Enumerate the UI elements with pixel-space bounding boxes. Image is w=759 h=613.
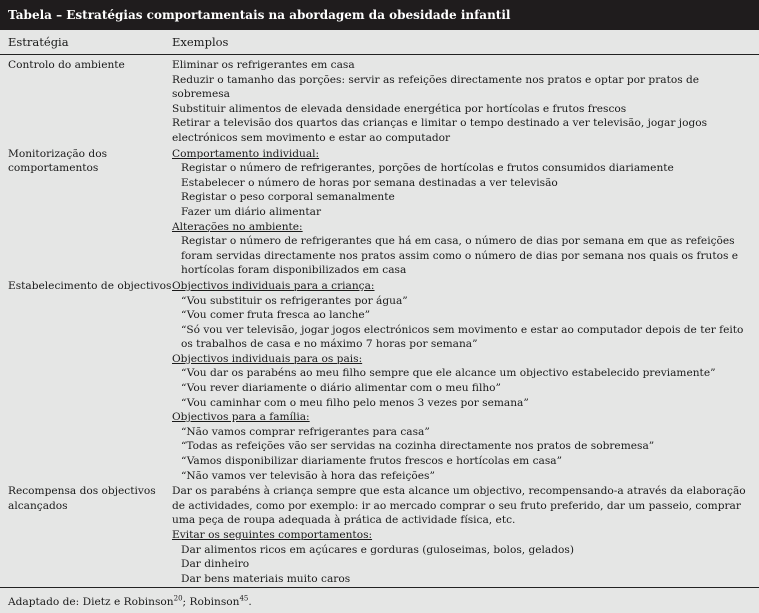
table-row [0, 58, 759, 146]
footnote-text: ; Robinson [182, 596, 240, 608]
table-footnote [0, 588, 759, 610]
group-heading: Alterações no ambiente: [172, 220, 303, 233]
example-item: Retirar a televisão dos quartos das crianças e limitar o tempo destinado a ver televisão, jogar jogos electrónicos sem movimento e estar ao computador [172, 117, 708, 144]
column-header-examples: Exemplos [172, 35, 229, 49]
table-row [0, 484, 759, 586]
example-item: Dar os parabéns à criança sempre que esta alcance um objectivo, recompensando-a através da elaboração de actividades, como por exemplo: ir ao mercado comprar o seu fruto preferido, dar um passeio, comprar uma peça de roupa adequada à prática de actividade física, etc. [172, 485, 746, 527]
examples-cell [172, 147, 759, 278]
group-heading: Comportamento individual: [172, 147, 320, 160]
examples-cell [172, 58, 759, 146]
strategy-cell: Controlo do ambiente [8, 59, 125, 71]
group-heading: Objectivos individuais para os pais: [172, 352, 363, 365]
strategy-cell: Recompensa dos objectivos alcançados [8, 485, 156, 512]
example-item: Eliminar os refrigerantes em casa [172, 59, 355, 71]
example-item: “Vou comer fruta fresca ao lanche” [181, 309, 371, 322]
example-item: Substituir alimentos de elevada densidade energética por hortícolas e frutos frescos [172, 102, 627, 115]
example-item: “Vou rever diariamente o diário alimentar com o meu filho” [181, 382, 501, 395]
example-item: Registar o número de refrigerantes, porções de hortícolas e frutos consumidos diariamente [181, 162, 674, 175]
strategy-cell: Estabelecimento de objectivos [8, 279, 172, 292]
column-header-strategy: Estratégia [8, 35, 69, 49]
group-heading: Objectivos individuais para a criança: [172, 279, 375, 292]
example-item: “Vamos disponibilizar diariamente frutos frescos e hortícolas em casa” [181, 455, 562, 468]
table-title: Tabela – Estratégias comportamentais na abordagem da obesidade infantil [0, 0, 759, 30]
footnote-text: Adaptado de: Dietz e Robinson [8, 596, 174, 608]
group-heading: Objectivos para a família: [172, 411, 310, 424]
strategy-cell: Monitorização dos comportamentos [8, 147, 108, 175]
table-row [0, 147, 759, 278]
example-item: “Vou dar os parabéns ao meu filho sempre que ele alcance um objectivo estabelecido previamente” [181, 367, 716, 380]
example-item: “Não vamos ver televisão à hora das refeições” [181, 469, 435, 482]
example-item: Reduzir o tamanho das porções: servir as refeições directamente nos pratos e optar por pratos de sobremesa [172, 73, 700, 101]
examples-cell [172, 279, 759, 483]
example-item: Dar dinheiro [181, 558, 250, 571]
examples-cell [172, 484, 759, 586]
example-item: Dar alimentos ricos em açúcares e gorduras (guloseimas, bolos, gelados) [181, 543, 574, 556]
example-item: “Não vamos comprar refrigerantes para casa” [181, 425, 430, 438]
footnote-text: . [248, 596, 252, 608]
example-item: Estabelecer o número de horas por semana destinadas a ver televisão [181, 176, 558, 189]
example-item: Fazer um diário alimentar [181, 205, 322, 218]
table-body [0, 55, 759, 588]
example-item: “Vou caminhar com o meu filho pelo menos 3 vezes por semana” [181, 396, 529, 409]
example-item: “Só vou ver televisão, jogar jogos electrónicos sem movimento e estar ao computador depois de ter feito os trabalhos de casa e no máximo 7 horas por semana” [181, 323, 744, 351]
example-item: Dar bens materiais muito caros [181, 572, 351, 585]
example-item: Registar o peso corporal semanalmente [181, 191, 395, 204]
reference-superscript: 45 [239, 594, 249, 603]
group-heading: Evitar os seguintes comportamentos: [172, 529, 373, 541]
example-item: “Vou substituir os refrigerantes por água” [181, 294, 408, 307]
example-item: Registar o número de refrigerantes que há em casa, o número de dias por semana em que as refeições foram servidas directamente nos pratos assim como o número de dias por semana nos quais os frutos e hortícolas foram disponibilizados em casa [181, 235, 739, 277]
reference-superscript: 20 [173, 594, 183, 603]
table-header [0, 30, 759, 55]
example-item: “Todas as refeições vão ser servidas na cozinha directamente nos pratos de sobremesa” [181, 440, 655, 453]
table-row [0, 279, 759, 483]
